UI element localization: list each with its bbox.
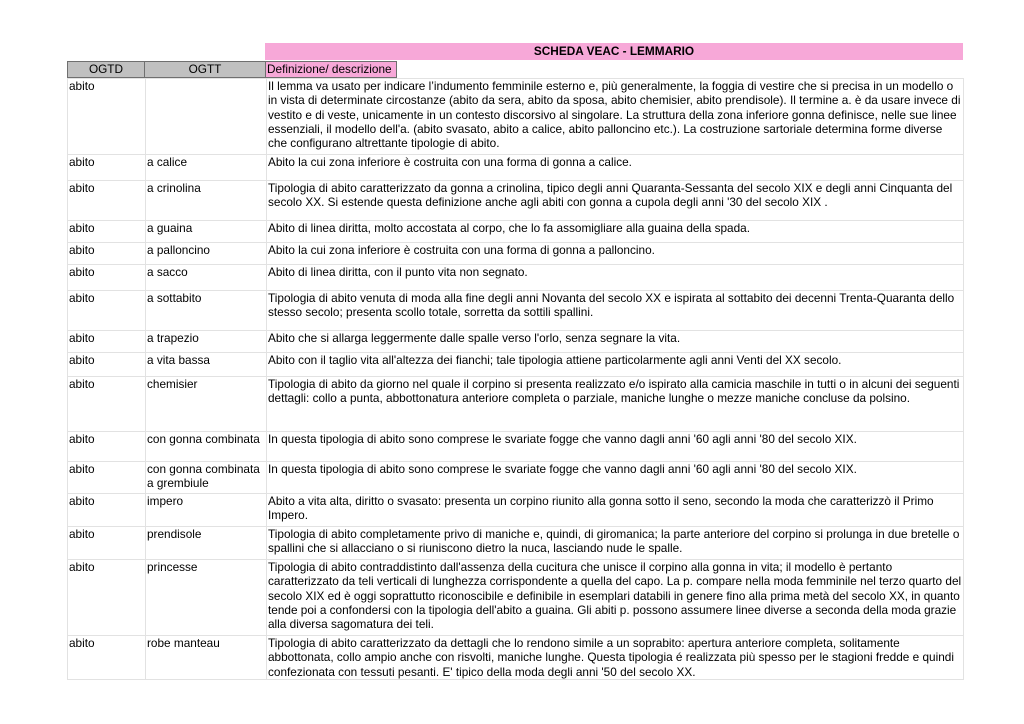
lemmario-sheet	[67, 43, 963, 680]
cell-definizione: Tipologia di abito completamente privo di maniche e, quindi, di giromanica; la parte anteriore del corpino si prolunga in due bretelle o spallini che si allacciano o si riuniscono dietro la nuca, lasciando nude le spalle.	[267, 527, 964, 560]
cell-ogtd: abito	[68, 462, 146, 494]
cell-definizione: Tipologia di abito caratterizzato da gonna a crinolina, tipico degli anni Quaranta-Sessanta del secolo XIX e degli anni Cinquanta del secolo XX. Si estende questa definizione anche agli abiti con gonna a cupola degli anni '30 del secolo XIX .	[267, 181, 964, 221]
cell-ogtd: abito	[68, 155, 146, 181]
cell-ogtd: abito	[68, 353, 146, 377]
cell-ogtd: abito	[68, 265, 146, 291]
cell-ogtt: a guaina	[146, 221, 267, 243]
sheet-title: SCHEDA VEAC - LEMMARIO	[265, 43, 963, 60]
header-ogtd: OGTD	[67, 61, 145, 78]
table-row	[68, 243, 964, 265]
cell-ogtd: abito	[68, 243, 146, 265]
table-row	[68, 291, 964, 331]
title-spacer	[67, 43, 265, 60]
cell-definizione: Abito con il taglio vita all'altezza dei fianchi; tale tipologia attiene particolarmente agli anni Venti del XX secolo.	[267, 353, 964, 377]
cell-ogtd: abito	[68, 221, 146, 243]
cell-ogtt: chemisier	[146, 377, 267, 432]
cell-definizione: Tipologia di abito da giorno nel quale il corpino si presenta realizzato e/o ispirato alla camicia maschile in tutti o in alcuni dei seguenti dettagli: collo a punta, abbottonatura anteriore completa o parziale, maniche lunghe o mezze maniche concluse da polsino.	[267, 377, 964, 432]
cell-definizione: Il lemma va usato per indicare l’indumento femminile esterno e, più generalmente, la foggia di vestire che si precisa in un modello o in vista di determinate circostanze (abito da sera, abito da sposa, abito chemisier, abito prendisole). Il termine a. è da usare invece di vestito e di veste, unicamente in un contesto discorsivo al singolare. La struttura della zona inferiore gonna definisce, nelle sue linee essenziali, il modello dell'a. (abito svasato, abito a calice, abito palloncino etc.). La costruzione sartoriale determina forme diverse che configurano altrettante tipologie di abito.	[267, 79, 964, 155]
title-row	[67, 43, 963, 60]
cell-ogtt: a sottabito	[146, 291, 267, 331]
table-row	[68, 155, 964, 181]
cell-definizione: Abito di linea diritta, con il punto vita non segnato.	[267, 265, 964, 291]
table-row	[68, 79, 964, 155]
table-row	[68, 353, 964, 377]
table-row	[68, 221, 964, 243]
table-row	[68, 494, 964, 527]
cell-ogtd: abito	[68, 377, 146, 432]
cell-ogtt: prendisole	[146, 527, 267, 560]
cell-ogtd: abito	[68, 331, 146, 353]
table-row	[68, 462, 964, 494]
cell-ogtd: abito	[68, 494, 146, 527]
cell-definizione: Tipologia di abito contraddistinto dall'assenza della cucitura che unisce il corpino alla gonna in vita; il modello è pertanto caratterizzato da teli verticali di lunghezza corrispondente a quella del capo. La p. compare nella moda femminile nel terzo quarto del secolo XIX ed è oggi soprattutto riconoscibile e definibile in esemplari databili in genere fino alla prima metà del secolo XX, in quanto tende poi a confondersi con la tipologia dell'abito a guaina. Gli abiti p. possono assumere linee diverse a seconda della moda grazie alla diversa sagomatura dei teli.	[267, 560, 964, 636]
cell-ogtt: con gonna combinata a grembiule	[146, 462, 267, 494]
cell-ogtd: abito	[68, 636, 146, 680]
cell-definizione: Tipologia di abito venuta di moda alla fine degli anni Novanta del secolo XX e ispirata al sottabito dei decenni Trenta-Quaranta dello stesso secolo; presenta scollo totale, sorretta da sottili spallini.	[267, 291, 964, 331]
cell-ogtt: a crinolina	[146, 181, 267, 221]
table-row	[68, 265, 964, 291]
header-row	[67, 61, 963, 78]
cell-ogtt	[146, 79, 267, 155]
cell-ogtt: a vita bassa	[146, 353, 267, 377]
cell-ogtd: abito	[68, 560, 146, 636]
cell-definizione: Abito la cui zona inferiore è costruita con una forma di gonna a palloncino.	[267, 243, 964, 265]
cell-definizione: Abito a vita alta, diritto o svasato: presenta un corpino riunito alla gonna sotto il seno, secondo la moda che caratterizzò il Primo Impero.	[267, 494, 964, 527]
cell-ogtd: abito	[68, 181, 146, 221]
table-row	[68, 181, 964, 221]
cell-ogtt: impero	[146, 494, 267, 527]
cell-ogtt: a sacco	[146, 265, 267, 291]
cell-definizione: Abito che si allarga leggermente dalle spalle verso l'orlo, senza segnare la vita.	[267, 331, 964, 353]
cell-ogtd: abito	[68, 432, 146, 462]
lemma-table	[67, 78, 964, 680]
header-ogtt: OGTT	[145, 61, 266, 78]
cell-ogtd: abito	[68, 291, 146, 331]
table-row	[68, 527, 964, 560]
cell-definizione: In questa tipologia di abito sono comprese le svariate fogge che vanno dagli anni '60 agli anni '80 del secolo XIX.	[267, 462, 964, 494]
cell-ogtt: con gonna combinata	[146, 432, 267, 462]
cell-ogtt: a palloncino	[146, 243, 267, 265]
table-row	[68, 331, 964, 353]
cell-definizione: Tipologia di abito caratterizzato da dettagli che lo rendono simile a un soprabito: apertura anteriore completa, solitamente abbottonata, collo ampio anche con risvolti, maniche lunghe. Questa tipologia é realizzata più spesso per le stagioni fredde e quindi confezionata con tessuti pesanti. E' tipico della moda degli anni '50 del secolo XX.	[267, 636, 964, 680]
table-row	[68, 377, 964, 432]
table-row	[68, 432, 964, 462]
cell-definizione: In questa tipologia di abito sono comprese le svariate fogge che vanno dagli anni '60 agli anni '80 del secolo XIX.	[267, 432, 964, 462]
table-row	[68, 560, 964, 636]
cell-ogtd: abito	[68, 79, 146, 155]
table-row	[68, 636, 964, 680]
header-definizione: Definizione/ descrizione	[266, 61, 397, 78]
cell-definizione: Abito la cui zona inferiore è costruita con una forma di gonna a calice.	[267, 155, 964, 181]
cell-ogtt: robe manteau	[146, 636, 267, 680]
cell-ogtd: abito	[68, 527, 146, 560]
cell-ogtt: a trapezio	[146, 331, 267, 353]
cell-ogtt: a calice	[146, 155, 267, 181]
cell-definizione: Abito di linea diritta, molto accostata al corpo, che lo fa assomigliare alla guaina della spada.	[267, 221, 964, 243]
cell-ogtt: princesse	[146, 560, 267, 636]
